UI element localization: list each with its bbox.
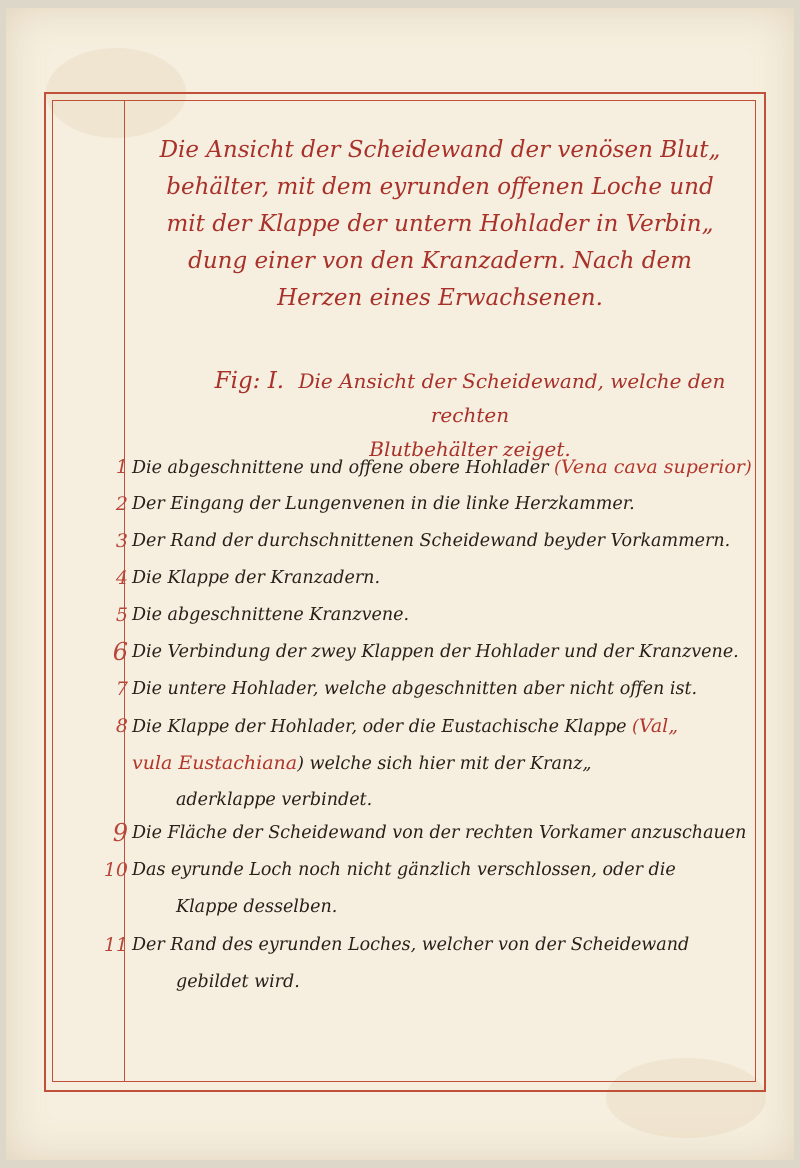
item-number: 8 [115, 715, 128, 737]
item-number: 11 [103, 934, 128, 956]
title-line: mit der Klappe der untern Hohlader in Verbin„ [166, 211, 714, 237]
item-line [132, 709, 742, 746]
list-item [0, 853, 800, 928]
item-line: gebildet wird. [176, 972, 300, 992]
page-title [150, 132, 730, 317]
list-item [0, 561, 800, 598]
title-line: behälter, mit dem eyrunden offenen Loche und [166, 174, 714, 200]
item-line: aderklappe verbindet. [176, 790, 373, 810]
list-item [0, 709, 800, 816]
figure-caption-text: Die Ansicht der Scheidewand, welche den rechten [298, 369, 726, 427]
latin-term: vula Eustachiana [132, 752, 298, 774]
item-text [132, 709, 742, 820]
list-item [0, 450, 800, 487]
item-text: Die Fläche der Scheidewand von der rechten Vorkamer anzuschauen [132, 823, 747, 843]
item-text: Die untere Hohlader, welche abgeschnitten aber nicht offen ist. [132, 679, 698, 699]
list-item [0, 635, 800, 672]
legend-list [0, 450, 800, 1003]
list-item [0, 524, 800, 561]
item-text [132, 928, 742, 1002]
list-item [0, 672, 800, 709]
item-text: Die Verbindung der zwey Klappen der Hohlader und der Kranzvene. [132, 642, 739, 662]
item-number: 9 [112, 819, 128, 847]
item-number: 7 [115, 678, 128, 700]
list-item [0, 816, 800, 853]
item-number: 2 [115, 493, 128, 515]
item-line-text: Die Klappe der Hohlader, oder die Eustachische Klappe [132, 717, 627, 737]
item-text [132, 450, 752, 485]
figure-caption-line: Blutbehälter zeiget. [369, 437, 571, 461]
title-line: Herzen eines Erwachsenen. [277, 285, 603, 311]
item-number: 1 [115, 456, 128, 478]
item-text: Die abgeschnittene Kranzvene. [132, 605, 410, 625]
item-number: 4 [115, 567, 128, 589]
figure-caption-line [200, 364, 740, 432]
list-item [0, 598, 800, 635]
latin-term: Vena cava superior [560, 456, 745, 478]
item-line [132, 746, 742, 783]
item-line: Der Rand des eyrunden Loches, welcher von der Scheidewand [132, 935, 690, 955]
open-paren: ( [554, 458, 561, 478]
item-text: Der Rand der durchschnittenen Scheidewand beyder Vorkammern. [132, 531, 731, 551]
item-number: 10 [103, 859, 128, 881]
item-number: 3 [115, 530, 128, 552]
list-item [0, 487, 800, 524]
title-line: dung einer von den Kranzadern. Nach dem [188, 248, 692, 274]
item-text: Der Eingang der Lungenvenen in die linke Herzkammer. [132, 494, 635, 514]
item-line-text: ) welche sich hier mit der Kranz„ [297, 754, 592, 774]
title-line: Die Ansicht der Scheidewand der venösen Blut„ [159, 137, 721, 163]
item-text [132, 853, 742, 927]
item-line: Klappe desselben. [176, 897, 338, 917]
item-text: Die Klappe der Kranzadern. [132, 568, 381, 588]
item-line: Die abgeschnittene und offene obere Hohlader [132, 458, 549, 478]
open-paren: ( [632, 717, 639, 737]
figure-label: Fig: I. [214, 368, 285, 394]
latin-term: Val„ [638, 715, 679, 737]
list-item [0, 928, 800, 1003]
item-line: Das eyrunde Loch noch nicht gänzlich verschlossen, oder die [132, 860, 676, 880]
item-number: 5 [115, 604, 128, 626]
close-paren: ) [744, 458, 752, 478]
item-number: 6 [112, 638, 128, 666]
